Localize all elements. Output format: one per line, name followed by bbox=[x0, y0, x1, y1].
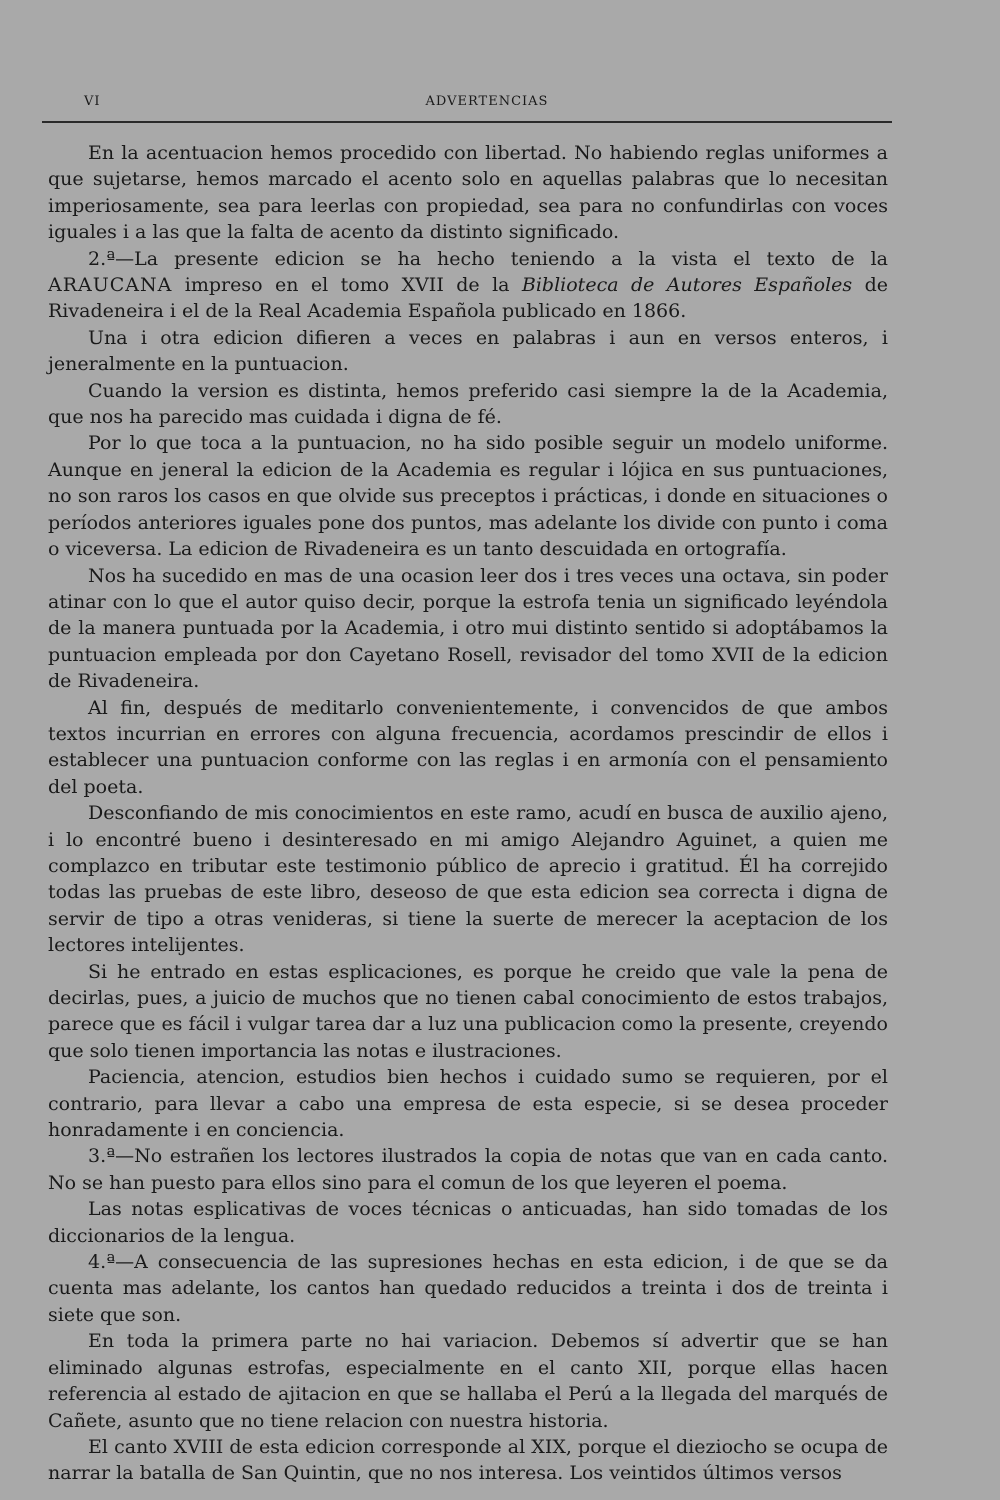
paragraph: En toda la primera parte no hai variacion. Debemos sí advertir que se han eliminado algunas estrofas, especialmente en el canto XII, porque ellas hacen referencia al estado de ajitacion en que se hallaba el Perú a la llegada del marqués de Cañete, asunto que no tiene relacion con nuestra historia. bbox=[48, 1330, 888, 1432]
paragraph: Por lo que toca a la puntuacion, no ha sido posible seguir un modelo uniforme. Aunque en jeneral la edicion de la Academia es regular i lójica en sus puntuaciones, no son raros los casos en que olvide sus preceptos i prácticas, i donde en situaciones o períodos anteriores iguales pone dos puntos, mas adelante los divide con punto i coma o viceversa. La edicion de Rivadeneira es un tanto descuidada en ortografía. bbox=[48, 432, 888, 561]
paragraph: Las notas esplicativas de voces técnicas o anticuadas, han sido tomadas de los diccionarios de la lengua. bbox=[48, 1198, 888, 1247]
paragraph-text: impreso en el tomo XVII de la bbox=[172, 274, 522, 297]
paragraph: Desconfiando de mis conocimientos en este ramo, acudí en busca de auxilio ajeno, i lo encontré bueno i desinteresado en mi amigo Alejandro Aguinet, a quien me complazco en tributar este testimonio público de aprecio i gratitud. Él ha correjido todas las pruebas de este libro, deseoso de que esta edicion sea correcta i digna de servir de tipo a otras venideras, si tiene la suerte de merecer la aceptacion de los lectores intelijentes. bbox=[48, 802, 888, 957]
header-rule bbox=[42, 121, 892, 123]
paragraph: El canto XVIII de esta edicion corresponde al XIX, porque el dieziocho se ocupa de narrar la batalla de San Quintin, que no nos interesa. Los veintidos últimos versos bbox=[48, 1435, 888, 1485]
paragraph: Al fin, después de meditarlo convenientemente, i convencidos de que ambos textos incurrian en errores con alguna frecuencia, acordamos prescindir de ellos i establecer una puntuacion conforme con las reglas i en armonía con el pensamiento del poeta. bbox=[48, 696, 888, 798]
page-number: VI bbox=[84, 94, 101, 109]
collection-title: Biblioteca de Autores Españoles bbox=[521, 274, 853, 297]
paragraph: Cuando la version es distinta, hemos preferido casi siempre la de la Academia, que nos ha parecido mas cuidada i digna de fé. bbox=[48, 379, 888, 429]
paragraph: Si he entrado en estas esplicaciones, es porque he creido que vale la pena de decirlas, pues, a juicio de muchos que no tienen cabal conocimiento de estos trabajos, parece que es fácil i vulgar tarea dar a luz una publicacion como la presente, creyendo que solo tienen importancia las notas e ilustraciones. bbox=[48, 960, 888, 1062]
paragraph: En la acentuacion hemos procedido con libertad. No habiendo reglas uniformes a que sujetarse, hemos marcado el acento solo en aquellas palabras que lo necesitan imperiosamente, sea para leerlas con propiedad, sea para no confundirlas con voces iguales i a las que la falta de acento da distinto significado. bbox=[48, 142, 888, 244]
page-header bbox=[84, 94, 890, 114]
paragraph: 4.ª—A consecuencia de las supresiones hechas en esta edicion, i de que se da cuenta mas adelante, los cantos han quedado reducidos a treinta i dos de treinta i siete que son. bbox=[48, 1251, 888, 1326]
paragraph: 3.ª—No estrañen los lectores ilustrados la copia de notas que van en cada canto. No se han puesto para ellos sino para el comun de los que leyeren el poema. bbox=[48, 1145, 888, 1194]
paragraph-araucana bbox=[48, 246, 888, 325]
work-title: ARAUCANA bbox=[48, 274, 173, 297]
paragraph: Una i otra edicion difieren a veces en palabras i aun en versos enteros, i jeneralmente en la puntuacion. bbox=[48, 326, 888, 376]
paragraph-text: de Rivadeneira i el de la Real Academia Española publicado en 1866. bbox=[48, 274, 888, 323]
paragraph-text: 2.ª—La presente edicion se ha hecho teniendo a la vista el texto de la bbox=[88, 247, 888, 270]
body-text bbox=[48, 140, 888, 1487]
paragraph: Paciencia, atencion, estudios bien hechos i cuidado sumo se requieren, por el contrario, para llevar a cabo una empresa de esta especie, si se desea proceder honradamente i en conciencia. bbox=[48, 1066, 888, 1142]
running-title: ADVERTENCIAS bbox=[425, 94, 549, 109]
paragraph: Nos ha sucedido en mas de una ocasion leer dos i tres veces una octava, sin poder atinar con lo que el autor quiso decir, porque la estrofa tenia un significado leyéndola de la manera puntuada por la Academia, i otro mui distinto sentido si adoptábamos la puntuacion empleada por don Cayetano Rosell, revisador del tomo XVII de la edicion de Rivadeneira. bbox=[48, 564, 888, 693]
